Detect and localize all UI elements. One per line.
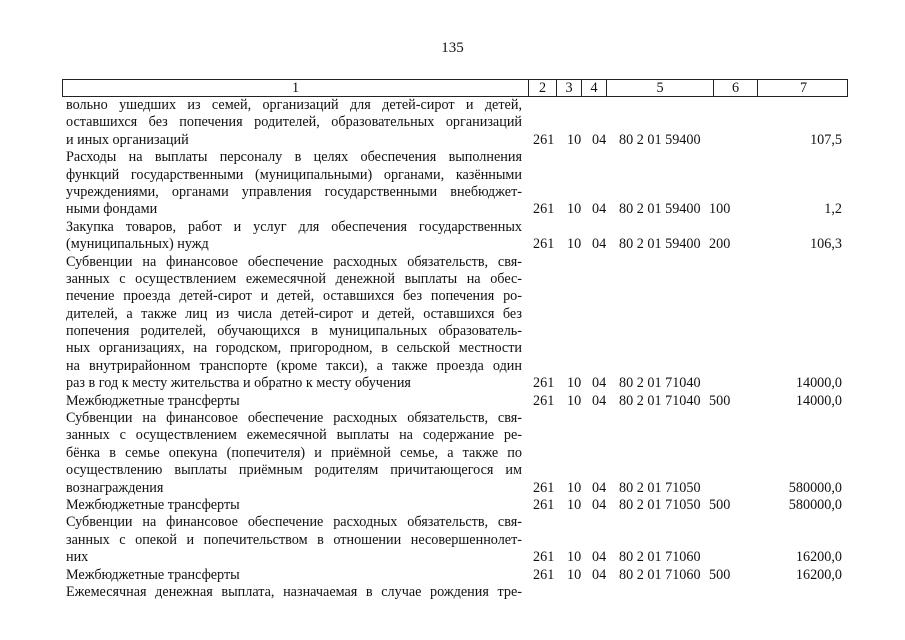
row-codes	[0, 236, 905, 253]
description-line: раз в год к месту жительства и обратно к месту обучения	[66, 375, 411, 392]
description-line: вольно ушедших из семей, организаций для детей-сирот и детей,	[66, 97, 522, 113]
description-line: Субвенции на финансовое обеспечение расходных обязательств, свя-	[66, 514, 522, 531]
description-line: ных организациях, на городском, пригородном, в сельской местности	[66, 340, 522, 357]
description-line: дителей, а также лиц из числа детей-сирот и детей, оставшихся без	[66, 305, 522, 322]
table-row	[0, 219, 905, 254]
amount-value: 580000,0	[788, 496, 842, 513]
table-row	[0, 97, 905, 149]
subsection-code: 04	[592, 496, 607, 513]
description-line: печение проезда детей-сирот и детей, оставшихся без попечения ро-	[66, 288, 522, 305]
section-code: 10	[567, 131, 582, 148]
expense-type-code: 500	[709, 566, 731, 583]
table-header	[62, 79, 848, 97]
description-line: учреждениями, органами управления государственными внебюджет-	[66, 183, 522, 200]
description-line: осуществлению выплаты приёмным родителям причитающегося им	[66, 462, 522, 479]
row-description	[66, 254, 522, 393]
description-line: бёнка в семье опекуна (попечителя) и приёмной семье, а также по	[66, 444, 522, 461]
amount-value: 14000,0	[795, 392, 842, 409]
table-row	[0, 393, 905, 410]
subsection-code: 04	[592, 201, 607, 218]
table-row	[0, 497, 905, 514]
description-line: попечения родителей, обучающихся в муниципальных образователь-	[66, 323, 522, 340]
grbs-code: 261	[533, 201, 555, 218]
description-line: вознаграждения	[66, 479, 164, 496]
section-code: 10	[567, 496, 582, 513]
section-code: 10	[567, 392, 582, 409]
grbs-code: 261	[533, 479, 555, 496]
table-row	[0, 584, 905, 601]
expense-type-code: 500	[709, 392, 731, 409]
expense-type-code: 100	[709, 201, 731, 218]
amount-value: 106,3	[810, 236, 842, 253]
subsection-code: 04	[592, 549, 607, 566]
grbs-code: 261	[533, 566, 555, 583]
header-col-7: 7	[757, 80, 849, 96]
grbs-code: 261	[533, 549, 555, 566]
header-col-2: 2	[528, 80, 556, 96]
description-line: ными фондами	[66, 201, 158, 218]
subsection-code: 04	[592, 392, 607, 409]
target-article-code: 80 2 01 71040	[619, 392, 701, 409]
description-line: (муниципальных) нужд	[66, 236, 209, 253]
description-line: Субвенции на финансовое обеспечение расходных обязательств, свя-	[66, 253, 522, 270]
section-code: 10	[567, 479, 582, 496]
page-number: 135	[441, 40, 464, 56]
grbs-code: 261	[533, 131, 555, 148]
row-codes	[0, 132, 905, 149]
section-code: 10	[567, 201, 582, 218]
header-col-1: 1	[291, 80, 300, 96]
description-line: занных с осуществлением ежемесячной денежной выплаты на обес-	[66, 270, 522, 287]
budget-table-body	[0, 97, 905, 601]
grbs-code: 261	[533, 236, 555, 253]
description-line: Расходы на выплаты персоналу в целях обеспечения выполнения	[66, 149, 522, 166]
table-row	[0, 567, 905, 584]
subsection-code: 04	[592, 236, 607, 253]
table-row	[0, 410, 905, 497]
amount-value: 14000,0	[795, 375, 842, 392]
grbs-code: 261	[533, 392, 555, 409]
table-row	[0, 254, 905, 393]
row-codes	[0, 480, 905, 497]
header-col-4: 4	[581, 80, 606, 96]
description-line: Межбюджетные трансферты	[66, 392, 240, 409]
header-col-3: 3	[556, 80, 581, 96]
grbs-code: 261	[533, 496, 555, 513]
table-row	[0, 149, 905, 219]
table-row	[0, 514, 905, 566]
target-article-code: 80 2 01 59400	[619, 201, 701, 218]
description-line: занных с опекой и попечительством в отношении несовершеннолет-	[66, 531, 522, 548]
target-article-code: 80 2 01 71060	[619, 566, 701, 583]
target-article-code: 80 2 01 59400	[619, 236, 701, 253]
target-article-code: 80 2 01 71060	[619, 549, 701, 566]
description-line: оставшихся без попечения родителей, образовательных организаций	[66, 114, 522, 131]
subsection-code: 04	[592, 566, 607, 583]
description-line: занных с осуществлением ежемесячной выплаты на содержание ре-	[66, 427, 522, 444]
section-code: 10	[567, 566, 582, 583]
description-line: них	[66, 549, 89, 566]
row-codes	[0, 567, 905, 584]
description-line: Ежемесячная денежная выплата, назначаемая в случае рождения тре-	[66, 583, 522, 600]
row-codes	[0, 497, 905, 514]
subsection-code: 04	[592, 375, 607, 392]
target-article-code: 80 2 01 71050	[619, 496, 701, 513]
amount-value: 107,5	[810, 131, 842, 148]
row-codes	[0, 393, 905, 410]
subsection-code: 04	[592, 131, 607, 148]
row-codes	[0, 201, 905, 218]
description-line: и иных организаций	[66, 131, 189, 148]
expense-type-code: 200	[709, 236, 731, 253]
expense-type-code: 500	[709, 496, 731, 513]
amount-value: 16200,0	[795, 566, 842, 583]
subsection-code: 04	[592, 479, 607, 496]
row-codes	[0, 549, 905, 566]
description-line: Субвенции на финансовое обеспечение расходных обязательств, свя-	[66, 410, 522, 427]
description-line: функций государственными (муниципальными) органами, казёнными	[66, 166, 522, 183]
target-article-code: 80 2 01 71040	[619, 375, 701, 392]
description-line: на внутрирайонном транспорте (кроме такси), а также проезда один	[66, 357, 522, 374]
target-article-code: 80 2 01 71050	[619, 479, 701, 496]
amount-value: 1,2	[824, 201, 842, 218]
header-col-5: 5	[606, 80, 713, 96]
description-line: Закупка товаров, работ и услуг для обеспечения государственных	[66, 218, 522, 235]
section-code: 10	[567, 236, 582, 253]
row-codes	[0, 375, 905, 392]
section-code: 10	[567, 549, 582, 566]
description-line: Межбюджетные трансферты	[66, 496, 240, 513]
row-codes	[0, 584, 905, 601]
section-code: 10	[567, 375, 582, 392]
amount-value: 16200,0	[795, 549, 842, 566]
header-col-6: 6	[713, 80, 757, 96]
target-article-code: 80 2 01 59400	[619, 131, 701, 148]
grbs-code: 261	[533, 375, 555, 392]
amount-value: 580000,0	[788, 479, 842, 496]
description-line: Межбюджетные трансферты	[66, 566, 240, 583]
